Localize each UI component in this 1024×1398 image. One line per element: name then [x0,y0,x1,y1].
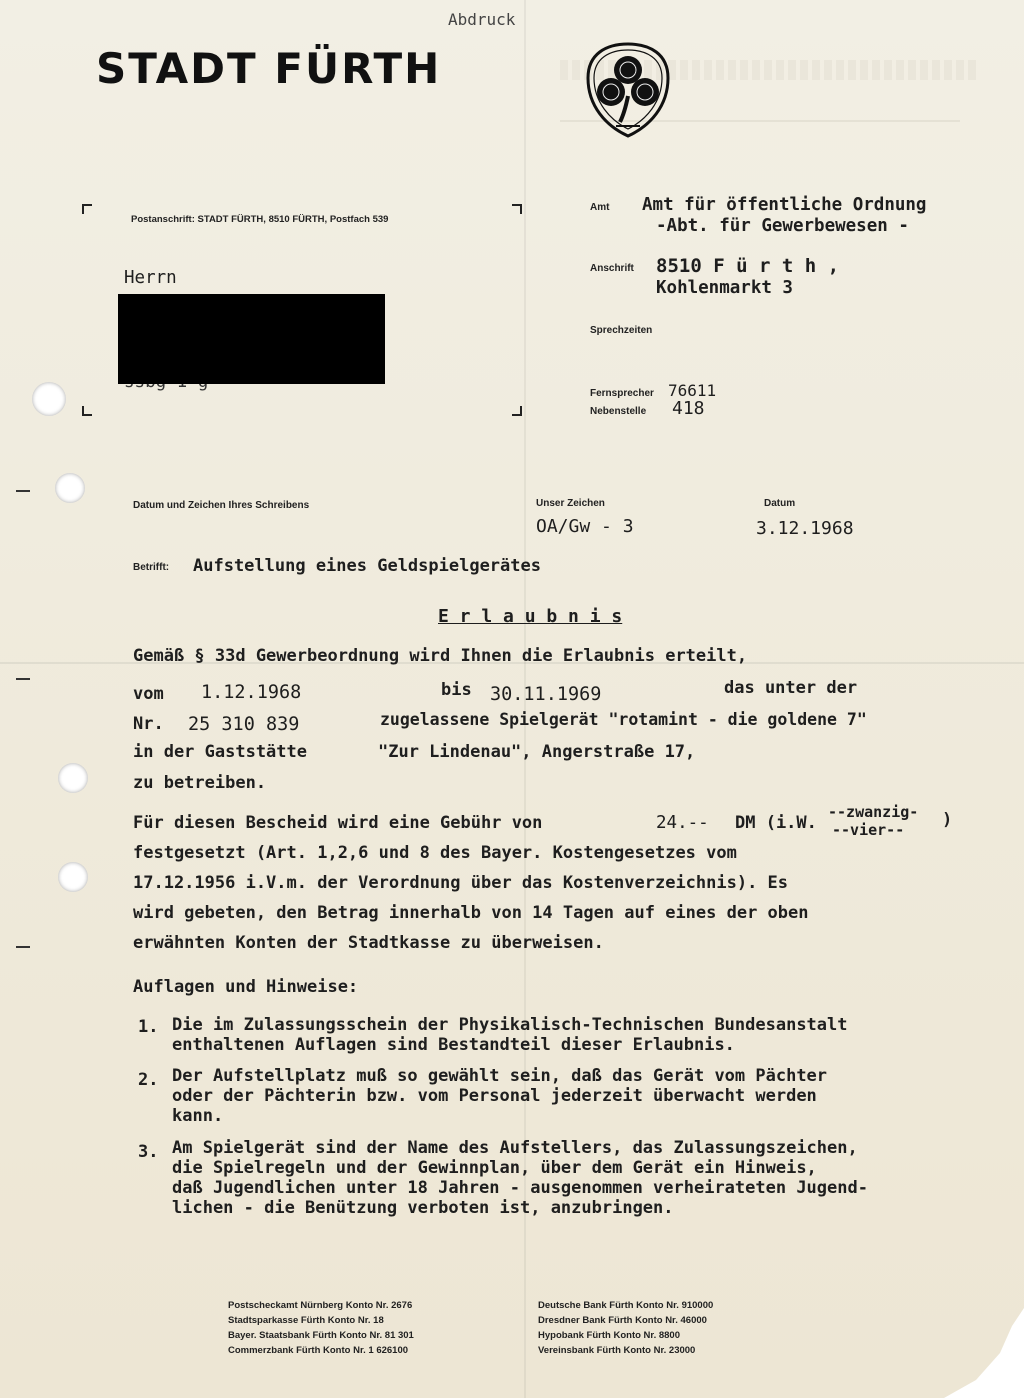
gaststaette-name: "Zur Lindenau", Angerstraße 17, [378,742,696,762]
bank-line: Stadtsparkasse Fürth Konto Nr. 18 [228,1315,384,1326]
fernsprecher-label: Fernsprecher [590,388,654,399]
bank-line: Hypobank Fürth Konto Nr. 8800 [538,1330,680,1341]
nr-label: Nr. [133,714,164,734]
footer-banks-right [538,1300,713,1360]
condition-line: kann. [172,1106,224,1126]
torn-corner [944,1308,1024,1398]
condition-number: 2. [138,1070,159,1090]
fee-close: ) [942,810,953,830]
footer-banks-left [228,1300,414,1360]
punch-hole-icon [58,862,88,892]
sprechzeiten-label: Sprechzeiten [590,325,653,336]
condition-line: die Spielregeln und der Gewinnplan, über dem Gerät ein Hinweis, [172,1158,817,1178]
bis-label: bis [441,680,472,700]
unser-zeichen-value: OA/Gw - 3 [536,516,634,537]
fee-line-1: Für diesen Bescheid wird eine Gebühr von [133,813,543,833]
window-corner [82,204,92,214]
condition-number: 3. [138,1142,159,1162]
unser-zeichen-label: Unser Zeichen [536,498,605,509]
fee-words-2: --vier-- [832,821,905,839]
bank-line: Postscheckamt Nürnberg Konto Nr. 2676 [228,1300,413,1311]
fernsprecher-value: 76611 [668,381,717,400]
ihr-schreiben-label: Datum und Zeichen Ihres Schreibens [133,500,310,511]
condition-number: 1. [138,1017,159,1037]
nr-value: 25 310 839 [188,714,300,735]
punch-hole-icon [55,473,85,503]
fee-currency: DM (i.W. [735,813,817,833]
city-letterhead: STADT FÜRTH [96,44,442,93]
condition-line: lichen - die Benützung verboten ist, anzubringen. [172,1198,674,1218]
conditions-heading: Auflagen und Hinweise: [133,977,359,997]
punch-hole-icon [32,382,66,416]
fee-words-1: --zwanzig- [828,803,919,821]
recipient-salutation: Herrn [124,268,177,288]
fee-line-3: 17.12.1956 i.V.m. der Verordnung über das Kostenverzeichnis). Es [133,873,789,893]
vom-label: vom [133,684,164,704]
bank-line: Vereinsbank Fürth Konto Nr. 23000 [538,1345,696,1356]
fee-line-2: festgesetzt (Art. 1,2,6 und 8 des Bayer. Kostengesetzes vom [133,843,737,863]
cloverleaf-crest-icon [580,40,676,140]
datum-label: Datum [764,498,796,509]
document-title: E r l a u b n i s [438,606,623,627]
betreiben-line: zu betreiben. [133,773,267,793]
amt-line-1: Amt für öffentliche Ordnung [642,195,927,215]
condition-line: Die im Zulassungsschein der Physikalisch-Technischen Bundesanstalt [172,1015,848,1035]
nebenstelle-label: Nebenstelle [590,406,647,417]
bank-line: Deutsche Bank Fürth Konto Nr. 910000 [538,1300,714,1311]
redaction-block [118,294,385,384]
bank-line: Dresdner Bank Fürth Konto Nr. 46000 [538,1315,707,1326]
bank-line: Commerzbank Fürth Konto Nr. 1 626100 [228,1345,409,1356]
bank-line: Bayer. Staatsbank Fürth Konto Nr. 81 301 [228,1330,414,1341]
fold-mark [16,946,30,948]
datum-value: 3.12.1968 [756,518,854,539]
anschrift-line-1: 8510 F ü r t h , [656,255,840,277]
window-corner [82,406,92,416]
fee-amount: 24.-- [656,813,709,833]
permission-line-1: Gemäß § 33d Gewerbeordnung wird Ihnen die Erlaubnis erteilt, [133,646,748,666]
condition-line: oder der Pächterin bzw. vom Personal jederzeit überwacht werden [172,1086,817,1106]
condition-line: Am Spielgerät sind der Name des Aufstellers, das Zulassungszeichen, [172,1138,858,1158]
gaststaette-label: in der Gaststätte [133,742,307,762]
das-unter: das unter der [724,678,858,698]
nebenstelle-value: 418 [672,398,705,419]
amt-line-2: -Abt. für Gewerbewesen - [656,216,909,236]
window-corner [512,204,522,214]
postal-address: Postanschrift: STADT FÜRTH, 8510 FÜRTH, Postfach 539 [131,214,389,225]
fold-mark [16,490,30,492]
fold-mark [16,678,30,680]
amt-label: Amt [590,202,610,213]
zugelassene-line: zugelassene Spielgerät "rotamint - die goldene 7" [380,710,867,729]
condition-line: daß Jugendlichen unter 18 Jahren - ausgenommen verheirateten Jugend- [172,1178,868,1198]
fee-line-4: wird gebeten, den Betrag innerhalb von 14 Tagen auf eines der oben [133,903,809,923]
punch-hole-icon [58,763,88,793]
condition-line: Der Aufstellplatz muß so gewählt sein, daß das Gerät vom Pächter [172,1066,828,1086]
bis-value: 30.11.1969 [490,684,602,705]
copy-mark: Abdruck [448,10,516,29]
condition-line: enthaltenen Auflagen sind Bestandteil dieser Erlaubnis. [172,1035,735,1055]
anschrift-label: Anschrift [590,263,634,274]
anschrift-line-2: Kohlenmarkt 3 [656,278,793,298]
subject-label: Betrifft: [133,562,170,573]
vom-value: 1.12.1968 [201,682,302,703]
window-corner [512,406,522,416]
fee-line-5: erwähnten Konten der Stadtkasse zu überweisen. [133,933,604,953]
subject-text: Aufstellung eines Geldspielgerätes [193,556,541,576]
